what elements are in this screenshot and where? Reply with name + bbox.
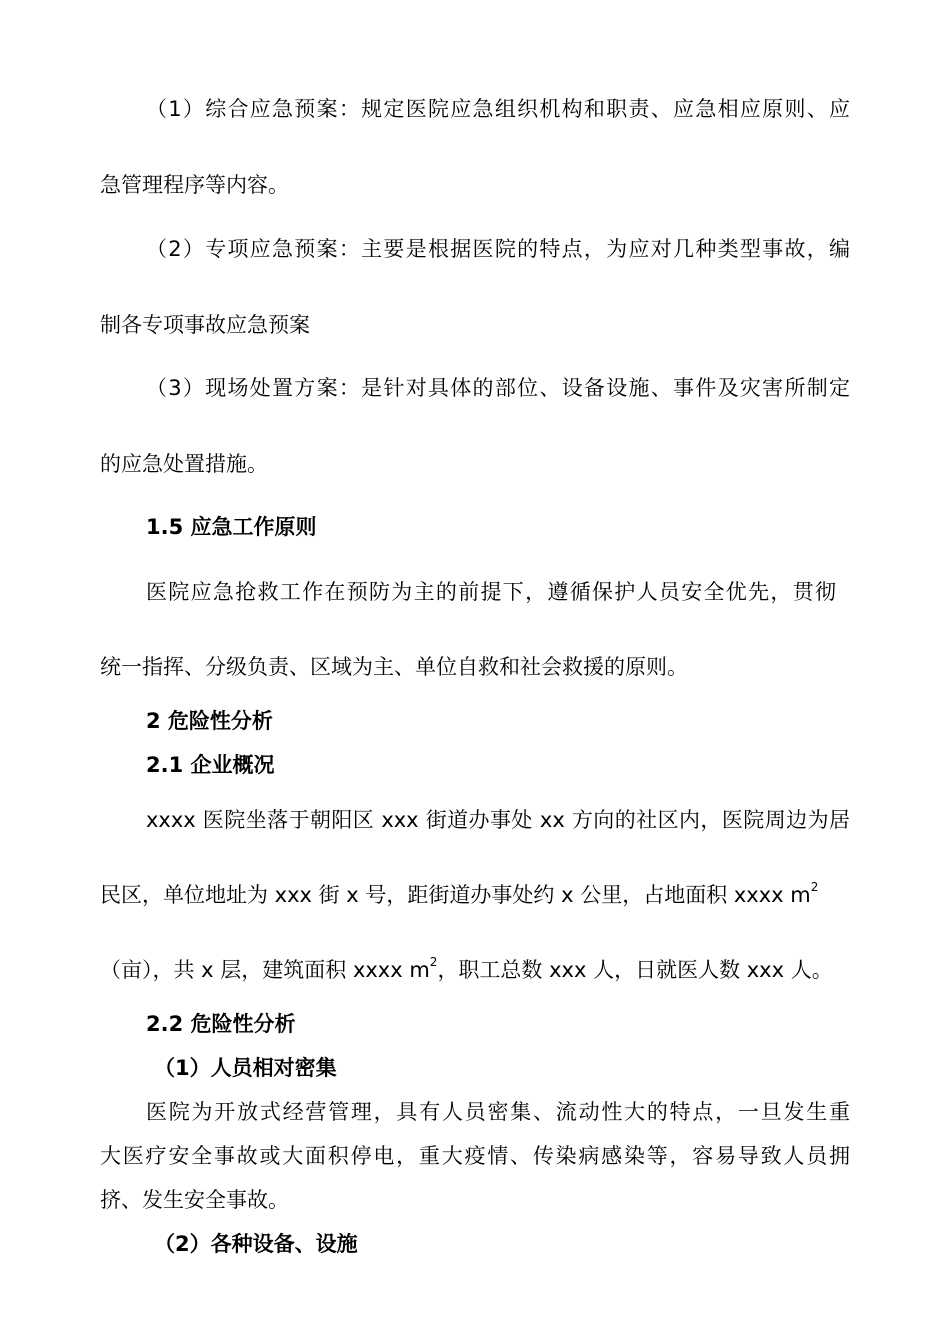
paragraph-5-line-1: xxxx 医院坐落于朝阳区 xxx 街道办事处 xx 方向的社区内，医院周边为居 [146,808,850,832]
paragraph-6-line-1: 医院为开放式经营管理，具有人员密集、流动性大的特点，一旦发生重 [146,1100,850,1124]
heading-2-2-1: （1）人员相对密集 [154,1056,337,1080]
heading-1-5: 1.5 应急工作原则 [146,515,317,539]
heading-2-2: 2.2 危险性分析 [146,1012,296,1036]
paragraph-6-line-2: 大医疗安全事故或大面积停电，重大疫情、传染病感染等，容易导致人员拥 [100,1144,850,1168]
superscript-2: 2 [810,880,819,894]
heading-2: 2 危险性分析 [146,709,273,733]
paragraph-5-line-3-text-b: ，职工总数 xxx 人，日就医人数 xxx 人。 [437,958,833,982]
paragraph-4-line-1: 医院应急抢救工作在预防为主的前提下，遵循保护人员安全优先，贯彻 [146,580,836,604]
paragraph-4-line-2: 统一指挥、分级负责、区域为主、单位自救和社会救援的原则。 [100,655,688,679]
paragraph-5-line-2-text: 民区，单位地址为 xxx 街 x 号，距街道办事处约 x 公里，占地面积 xxxx m [100,883,811,907]
paragraph-3-line-1: （3）现场处置方案：是针对具体的部位、设备设施、事件及灾害所制定 [146,376,850,400]
paragraph-1-line-2: 急管理程序等内容。 [100,173,289,197]
paragraph-5-line-3-text-a: （亩），共 x 层，建筑面积 xxxx m [100,958,430,982]
paragraph-5-line-2 [100,880,950,910]
heading-2-2-2: （2）各种设备、设施 [154,1232,358,1256]
heading-2-1: 2.1 企业概况 [146,753,275,777]
paragraph-6-line-3: 挤、发生安全事故。 [100,1188,289,1212]
paragraph-3-line-2: 的应急处置措施。 [100,452,268,476]
paragraph-5-line-3 [100,955,950,985]
paragraph-1-line-1: （1）综合应急预案：规定医院应急组织机构和职责、应急相应原则、应 [146,97,850,121]
paragraph-2-line-2: 制各专项事故应急预案 [100,313,310,337]
paragraph-2-line-1: （2）专项应急预案：主要是根据医院的特点，为应对几种类型事故，编 [146,237,850,261]
superscript-2: 2 [429,955,438,969]
